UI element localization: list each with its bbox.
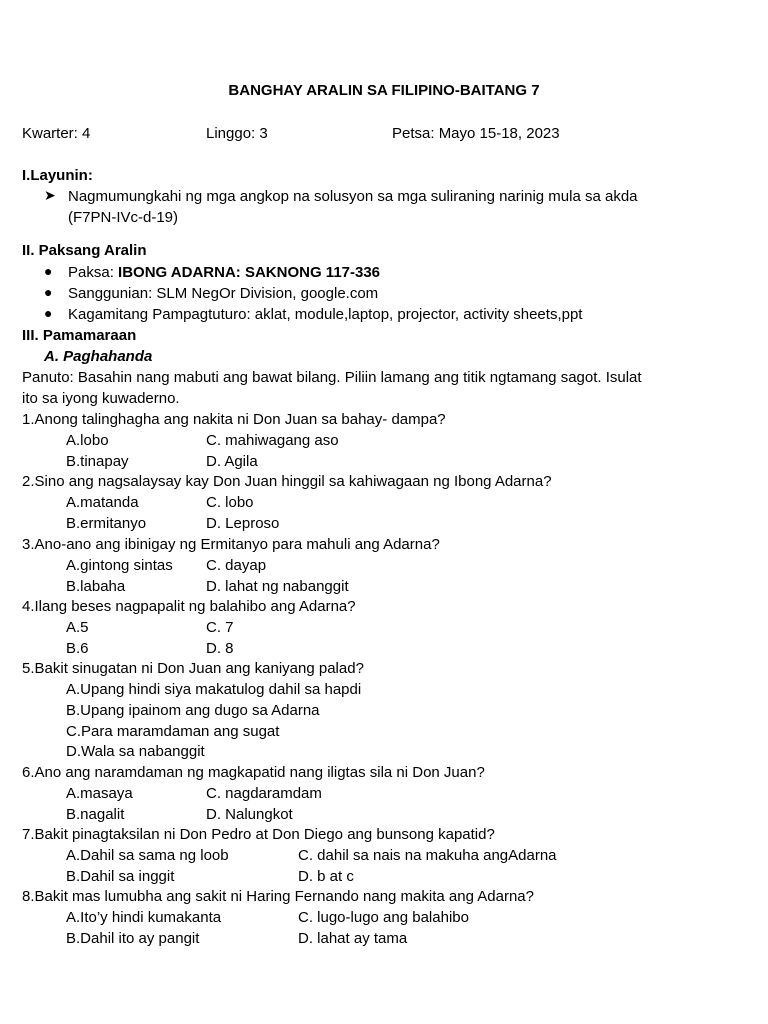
question-6-option-a: A.masaya: [66, 785, 133, 802]
question-1-option-a: A.lobo: [66, 432, 109, 449]
question-4: 4.Ilang beses nagpapalit ng balahibo ang Adarna?: [22, 598, 356, 615]
question-7-option-b: B.Dahil sa inggit: [66, 868, 175, 885]
question-5-option-d: D.Wala sa nabanggit: [66, 743, 205, 760]
meta-row: [22, 125, 742, 145]
question-7-option-a: A.Dahil sa sama ng loob: [66, 847, 229, 864]
question-2-option-d: D. Leproso: [206, 515, 280, 532]
question-5: 5.Bakit sinugatan ni Don Juan ang kaniyang palad?: [22, 660, 364, 677]
bullet-icon: ●: [44, 263, 53, 279]
question-8: 8.Bakit mas lumubha ang sakit ni Haring Fernando nang makita ang Adarna?: [22, 888, 534, 905]
question-1-option-b: B.tinapay: [66, 453, 129, 470]
layunin-heading: I.Layunin:: [22, 167, 93, 184]
question-3-option-b: B.labaha: [66, 578, 126, 595]
question-4-option-d: D. 8: [206, 640, 234, 657]
question-4-option-c: C. 7: [206, 619, 234, 636]
question-5-option-c: C.Para maramdaman ang sugat: [66, 723, 280, 740]
panuto-line1: Panuto: Basahin nang mabuti ang bawat bilang. Piliin lamang ang titik ngtamang sagot. Isulat: [22, 369, 642, 386]
question-8-option-a: A.Ito’y hindi kumakanta: [66, 909, 222, 926]
paksa-line: [68, 263, 380, 283]
question-5-option-b: B.Upang ipainom ang dugo sa Adarna: [66, 702, 320, 719]
kagamitan-line: Kagamitang Pampagtuturo: aklat, module,laptop, projector, activity sheets,ppt: [68, 306, 583, 323]
question-2-option-c: C. lobo: [206, 494, 254, 511]
question-3: 3.Ano-ano ang ibinigay ng Ermitanyo para mahuli ang Adarna?: [22, 536, 440, 553]
question-7-option-c: C. dahil sa nais na makuha angAdarna: [298, 847, 557, 864]
question-6: 6.Ano ang naramdaman ng magkapatid nang iligtas sila ni Don Juan?: [22, 764, 485, 781]
question-6-option-b: B.nagalit: [66, 806, 125, 823]
question-2: 2.Sino ang nagsalaysay kay Don Juan hinggil sa kahiwagaan ng Ibong Adarna?: [22, 473, 552, 490]
paksa-value: IBONG ADARNA: SAKNONG 117-336: [118, 264, 381, 281]
question-8-option-b: B.Dahil ito ay pangit: [66, 930, 200, 947]
question-1-option-c: C. mahiwagang aso: [206, 432, 339, 449]
linggo-label: Linggo: 3: [206, 125, 268, 142]
arrow-bullet-icon: ➤: [44, 187, 56, 203]
question-3-option-a: A.gintong sintas: [66, 557, 173, 574]
document-title: BANGHAY ARALIN SA FILIPINO-BAITANG 7: [228, 82, 540, 99]
sanggunian-line: Sanggunian: SLM NegOr Division, google.com: [68, 285, 379, 302]
question-3-option-d: D. lahat ng nabanggit: [206, 578, 349, 595]
panuto-line2: ito sa iyong kuwaderno.: [22, 390, 180, 407]
layunin-item-line2: (F7PN-IVc-d-19): [68, 209, 179, 226]
paksa-label: Paksa:: [68, 264, 119, 281]
question-6-option-d: D. Nalungkot: [206, 806, 293, 823]
layunin-item-line1: Nagmumungkahi ng mga angkop na solusyon sa mga suliraning narinig mula sa akda: [68, 188, 638, 205]
question-8-option-c: C. lugo-lugo ang balahibo: [298, 909, 469, 926]
bullet-icon: ●: [44, 305, 53, 321]
question-1-option-d: D. Agila: [206, 453, 258, 470]
question-2-option-a: A.matanda: [66, 494, 139, 511]
question-8-option-d: D. lahat ay tama: [298, 930, 408, 947]
question-3-option-c: C. dayap: [206, 557, 267, 574]
paghahanda-heading: A. Paghahanda: [44, 348, 153, 365]
question-2-option-b: B.ermitanyo: [66, 515, 147, 532]
question-7-option-d: D. b at c: [298, 868, 354, 885]
kwarter-label: Kwarter: 4: [22, 125, 91, 142]
question-1: 1.Anong talinghagha ang nakita ni Don Juan sa bahay- dampa?: [22, 411, 446, 428]
question-4-option-b: B.6: [66, 640, 89, 657]
question-6-option-c: C. nagdaramdam: [206, 785, 322, 802]
question-7: 7.Bakit pinagtaksilan ni Don Pedro at Don Diego ang bunsong kapatid?: [22, 826, 495, 843]
bullet-icon: ●: [44, 284, 53, 300]
question-4-option-a: A.5: [66, 619, 89, 636]
paksang-aralin-heading: II. Paksang Aralin: [22, 242, 147, 259]
question-5-option-a: A.Upang hindi siya makatulog dahil sa hapdi: [66, 681, 362, 698]
petsa-label: Petsa: Mayo 15-18, 2023: [392, 125, 560, 142]
pamamaraan-heading: III. Pamamaraan: [22, 327, 137, 344]
